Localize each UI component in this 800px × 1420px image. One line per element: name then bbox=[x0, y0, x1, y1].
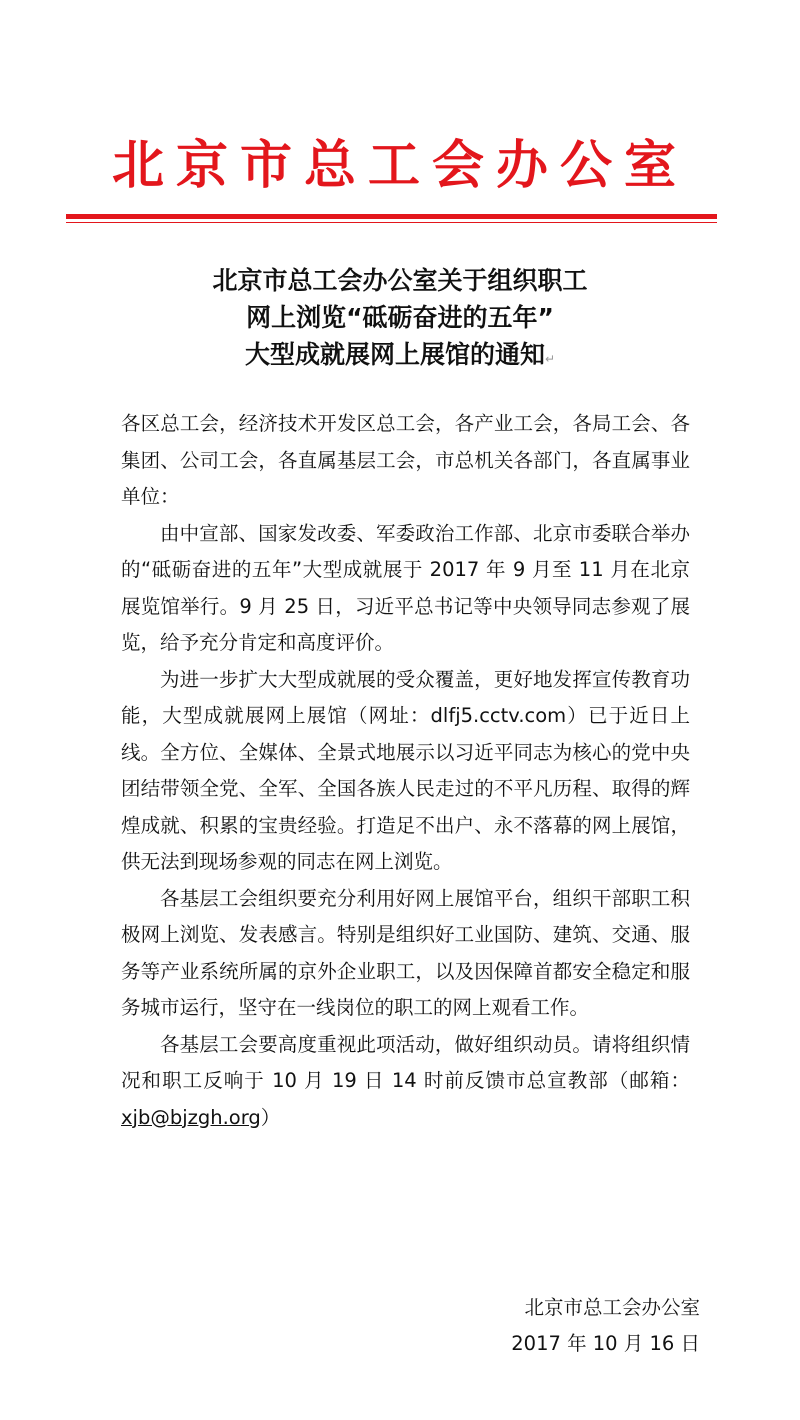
body-paragraph-3: 各基层工会组织要充分利用好网上展馆平台，组织干部职工积极网上浏览、发表感言。特别是组织好工业国防、建筑、交通、服务等产业系统所属的京外企业职工，以及因保障首都安全稳定和服务城市运行，坚守在一线岗位的职工的网上观看工作。 bbox=[121, 886, 690, 1019]
body-paragraph-4-text: 各基层工会要高度重视此项活动，做好组织动员。请将组织情况和职工反响于 10 月 19 日 14 时前反馈市总宣教部 bbox=[121, 1032, 690, 1092]
email-close-paren: ） bbox=[260, 1105, 281, 1129]
notice-title-line-1: 北京市总工会办公室关于组织职工 bbox=[212, 266, 588, 295]
notice-body bbox=[121, 406, 690, 1136]
notice-title-line-2: 网上浏览“砥砺奋进的五年” bbox=[246, 303, 554, 332]
body-paragraph-4 bbox=[121, 1027, 690, 1137]
signature-org: 北京市总工会办公室 bbox=[524, 1296, 700, 1319]
email-link[interactable]: xjb@bjzgh.org bbox=[121, 1105, 261, 1129]
email-open-paren: （邮箱： bbox=[608, 1069, 690, 1092]
signature-date: 2017 年 10 月 16 日 bbox=[511, 1332, 700, 1355]
notice-title-line-3 bbox=[70, 336, 730, 378]
notice-title-line-3-text: 大型成就展网上展馆的通知 bbox=[244, 340, 545, 369]
header-rule-thick bbox=[66, 214, 717, 219]
signature-block bbox=[470, 1290, 700, 1362]
addressee-line: 各区总工会，经济技术开发区总工会，各产业工会，各局工会、各集团、公司工会，各直属基层工会，市总机关各部门，各直属事业单位： bbox=[121, 412, 690, 508]
body-paragraph-2: 为进一步扩大大型成就展的受众覆盖，更好地发挥宣传教育功能，大型成就展网上展馆（网址：dlfj5.cctv.com）已于近日上线。全方位、全媒体、全景式地展示以习近平同志为核心的党中央团结带领全党、全军、全国各族人民走过的不平凡历程、取得的辉煌成就、积累的宝贵经验。打造足不出户、永不落幕的网上展馆，供无法到现场参观的同志在网上浏览。 bbox=[121, 667, 690, 873]
header-rule-thin bbox=[66, 222, 717, 223]
notice-title bbox=[70, 262, 730, 378]
body-paragraph-1: 由中宣部、国家发改委、军委政治工作部、北京市委联合举办的“砥砺奋进的五年”大型成就展于 2017 年 9 月至 11 月在北京展览馆举行。9 月 25 日，习近平总书记等中央领导同志参观了展览，给予充分肯定和高度评价。 bbox=[121, 521, 690, 654]
paragraph-mark-icon: ↵ bbox=[544, 352, 556, 366]
org-header-title: 北京市总工会办公室 bbox=[111, 136, 688, 196]
